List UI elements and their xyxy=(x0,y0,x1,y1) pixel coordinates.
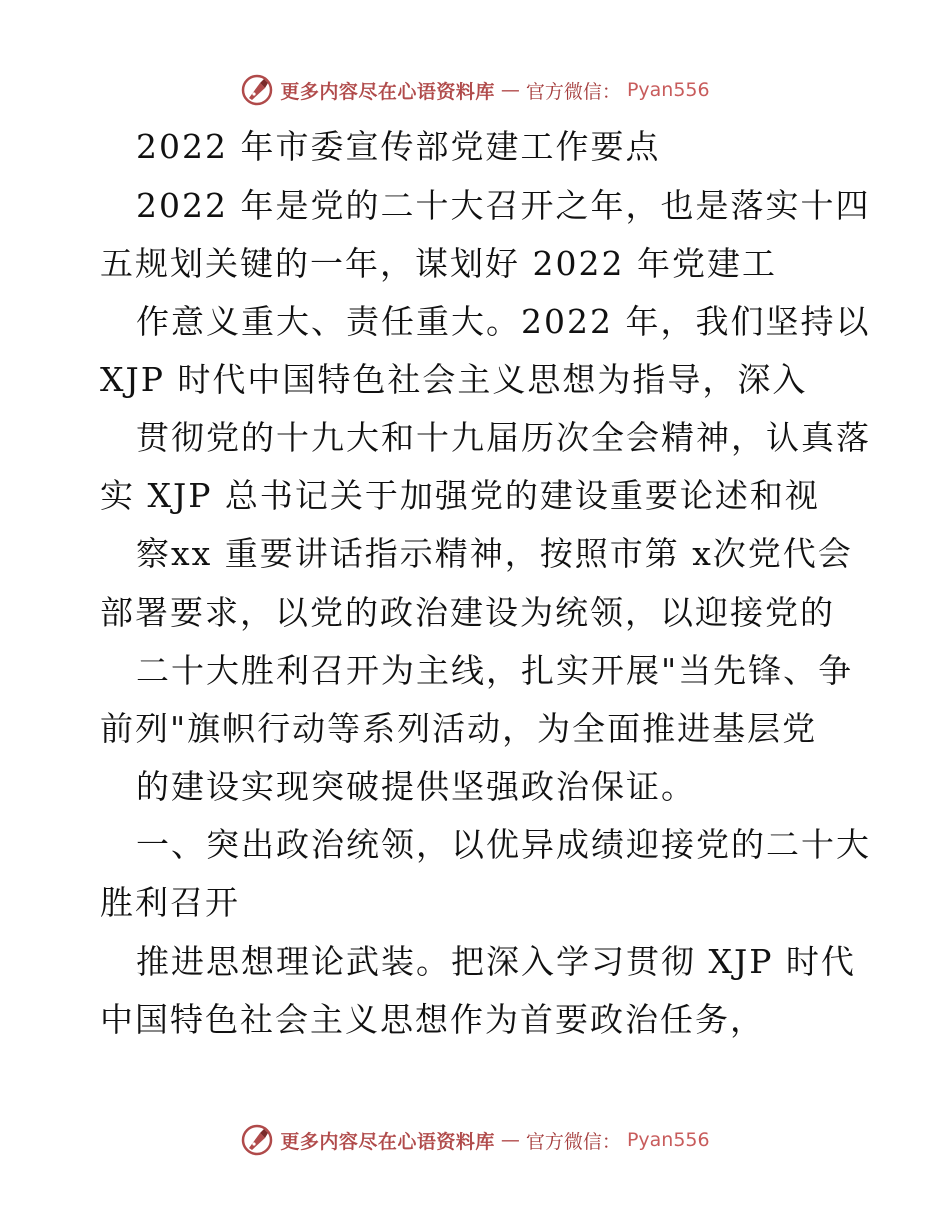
text-line: 五规划关键的一年，谋划好 2022 年党建工 xyxy=(100,244,777,283)
text-line: 作意义重大、责任重大。2022 年，我们坚持以 xyxy=(136,302,871,341)
text-line: XJP 时代中国特色社会主义思想为指导，深入 xyxy=(100,360,808,399)
text-line: 察xx 重要讲话指示精神，按照市第 x次党代会 xyxy=(136,534,853,573)
section-heading: 一、突出政治统领，以优异成绩迎接党的二十大 xyxy=(136,825,871,864)
watermark-dash: — xyxy=(500,1129,520,1151)
watermark-dash: — xyxy=(500,79,520,101)
section-heading-continued: 胜利召开 xyxy=(100,883,240,922)
pen-nib-logo-icon xyxy=(240,1123,274,1157)
text-line: 的建设实现突破提供坚强政治保证。 xyxy=(136,767,696,806)
watermark-wechat-id: Pyan556 xyxy=(626,1129,710,1151)
footer-watermark xyxy=(0,1120,950,1160)
text-line: 2022 年是党的二十大召开之年，也是落实十四 xyxy=(136,186,871,225)
text-line: 前列"旗帜行动等系列活动，为全面推进基层党 xyxy=(100,709,818,748)
pen-nib-logo-icon xyxy=(240,73,274,107)
text-line: 实 XJP 总书记关于加强党的建设重要论述和视 xyxy=(100,476,820,515)
watermark-text: 更多内容尽在心语资料库 xyxy=(280,80,495,103)
text-line: 中国特色社会主义思想作为首要政治任务， xyxy=(100,1000,765,1039)
watermark-wechat-label: 官方微信： xyxy=(525,80,621,103)
text-line: 二十大胜利召开为主线，扎实开展"当先锋、争 xyxy=(136,651,854,690)
watermark-wechat-id: Pyan556 xyxy=(626,79,710,101)
watermark-text: 更多内容尽在心语资料库 xyxy=(280,1130,495,1153)
text-line: 贯彻党的十九大和十九届历次全会精神，认真落 xyxy=(136,418,871,457)
header-watermark xyxy=(0,70,950,110)
document-title: 2022 年市委宣传部党建工作要点 xyxy=(136,127,661,166)
text-line: 部署要求，以党的政治建设为统领，以迎接党的 xyxy=(100,593,835,632)
watermark-wechat-label: 官方微信： xyxy=(525,1130,621,1153)
text-line: 推进思想理论武装。把深入学习贯彻 XJP 时代 xyxy=(136,942,856,981)
